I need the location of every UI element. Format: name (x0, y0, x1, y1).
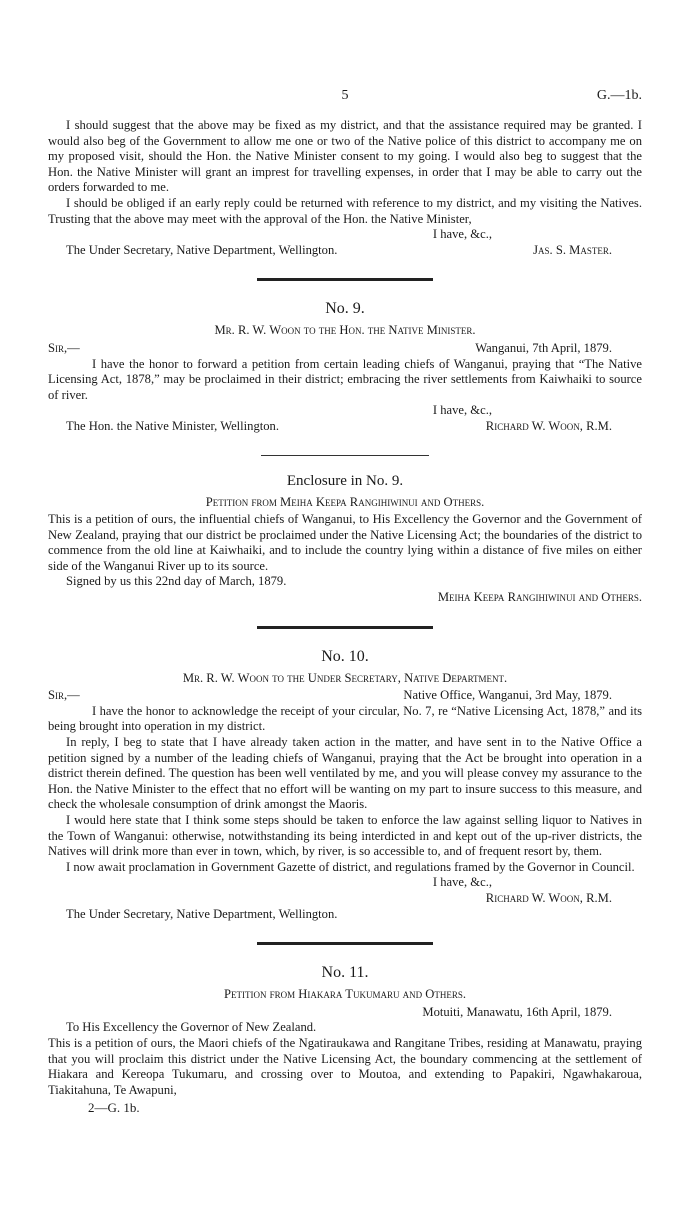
salutation: Sir,— (48, 340, 80, 355)
paragraph: I should be obliged if an early reply could be returned with reference to my district, and my visiting the Natives. Trusting that the above may meet with the approval of the Hon. the Native Minister, (48, 195, 642, 226)
closing: I have, &c., (432, 227, 492, 242)
section-title: Enclosure in No. 9. (286, 472, 404, 489)
section-subtitle: Mr. R. W. Woon to the Hon. the Native Minister. (214, 323, 476, 338)
paragraph: I have the honor to forward a petition from certain leading chiefs of Wanganui, praying that “The Native Licensing Act, 1878,” may be proclaimed in their district; embracing the river settlements from Kaiwhaiki to source of river. (48, 356, 642, 402)
addressee: The Under Secretary, Native Department, Wellington. (66, 242, 338, 257)
signature: Richard W. Woon, R.M. (485, 890, 612, 905)
paragraph: I now await proclamation in Government Gazette of district, and regulations framed by the Governor in Council. (66, 859, 635, 874)
page-header (48, 88, 642, 108)
signature: Richard W. Woon, R.M. (485, 418, 612, 433)
paragraph: I should suggest that the above may be fixed as my district, and that the assistance required may be granted. I would also beg of the Government to allow me one or two of the Native police of this district to accompany me on my proposed visit, should the Hon. the Native Minister consent to my going. I would also beg to suggest that the Hon. the Native Minister will grant an imprest for travelling expenses, in order that I may be able to carry out the orders forwarded to me. (48, 118, 642, 195)
document-reference: G.—1b. (596, 88, 642, 103)
section-divider (257, 942, 433, 945)
signature: Meiha Keepa Rangihiwinui and Others. (437, 590, 642, 605)
section-divider (257, 278, 433, 281)
dateline: Wanganui, 7th April, 1879. (475, 340, 612, 355)
section-divider (257, 626, 433, 629)
section-subtitle: Petition from Meiha Keepa Rangihiwinui and Others. (205, 494, 485, 509)
closing: I have, &c., (432, 403, 492, 418)
addressee: The Hon. the Native Minister, Wellington. (66, 418, 280, 433)
section-subtitle: Petition from Hiakara Tukumaru and Others. (223, 987, 467, 1002)
section-title: No. 11. (321, 964, 369, 982)
section-divider (261, 455, 429, 456)
paragraph: This is a petition of ours, the Maori chiefs of the Ngatiraukawa and Rangitane Tribes, residing at Manawatu, praying that you will proclaim this district under the Native Licensing Act, the boundary commencing at the settlement of Hiakara and Kereopa Tukumaru, and crossing over to Moutoa, and extending to Papakiri, Ngawhakaroua, Tiakitahuna, Te Awapuni, (48, 1035, 642, 1097)
paragraph: I would here state that I think some steps should be taken to enforce the law against selling liquor to Natives in the Town of Wanganui: otherwise, notwithstanding its being interdicted in and kept out of the up-river districts, the Natives will drink more than ever in town, which, by river, is so accessible to, and of frequent resort by, them. (48, 813, 642, 859)
signed-line: Signed by us this 22nd day of March, 1879. (66, 574, 287, 589)
document-page (48, 0, 642, 1116)
address-to: To His Excellency the Governor of New Zealand. (66, 1020, 317, 1035)
sheet-mark: 2—G. 1b. (88, 1100, 140, 1116)
section-no-9 (48, 299, 642, 434)
section-title: No. 10. (321, 647, 369, 665)
salutation: Sir,— (48, 688, 80, 703)
paragraph: I have the honor to acknowledge the receipt of your circular, No. 7, re “Native Licensing Act, 1878,” and its being brought into operation in my district. (48, 703, 642, 734)
enclosure-no-9 (48, 472, 642, 606)
signature: Jas. S. Master. (533, 242, 612, 257)
closing: I have, &c., (432, 875, 492, 890)
page-number: 5 (341, 88, 349, 103)
salutation-line (48, 341, 642, 357)
section-no-11 (48, 963, 642, 1098)
section-title: No. 9. (325, 300, 365, 318)
addressee-line (48, 243, 642, 259)
paragraph: This is a petition of ours, the influential chiefs of Wanganui, to His Excellency the Governor and the Government of New Zealand, praying that our district be proclaimed under the Native Licensing Act; the boundaries of the district to commence from the old line at Kaiwhaiki, and to include the country lying within a distance of five miles on either side of the Wanganui River up to its source. (48, 512, 642, 573)
addressee-line (48, 419, 642, 435)
intro-letter (48, 118, 642, 258)
dateline: Motuiti, Manawatu, 16th April, 1879. (422, 1004, 612, 1019)
section-subtitle: Mr. R. W. Woon to the Under Secretary, Native Department. (182, 670, 508, 685)
section-no-10 (48, 647, 642, 923)
addressee: The Under Secretary, Native Department, Wellington. (66, 906, 338, 921)
salutation-line (48, 688, 642, 704)
paragraph: In reply, I beg to state that I have already taken action in the matter, and have sent in to the Native Office a petition signed by a number of the leading chiefs of Wanganui, praying that the Act be brought into operation in a district therein defined. The question has been well ventilated by me, and you will please convey my assurance to the Hon. the Native Minister to the effect that no effort will be wanting on my part to insure success to this measure, and check the wholesale consumption of drink amongst the Maoris. (48, 735, 642, 812)
dateline: Native Office, Wanganui, 3rd May, 1879. (403, 688, 612, 703)
